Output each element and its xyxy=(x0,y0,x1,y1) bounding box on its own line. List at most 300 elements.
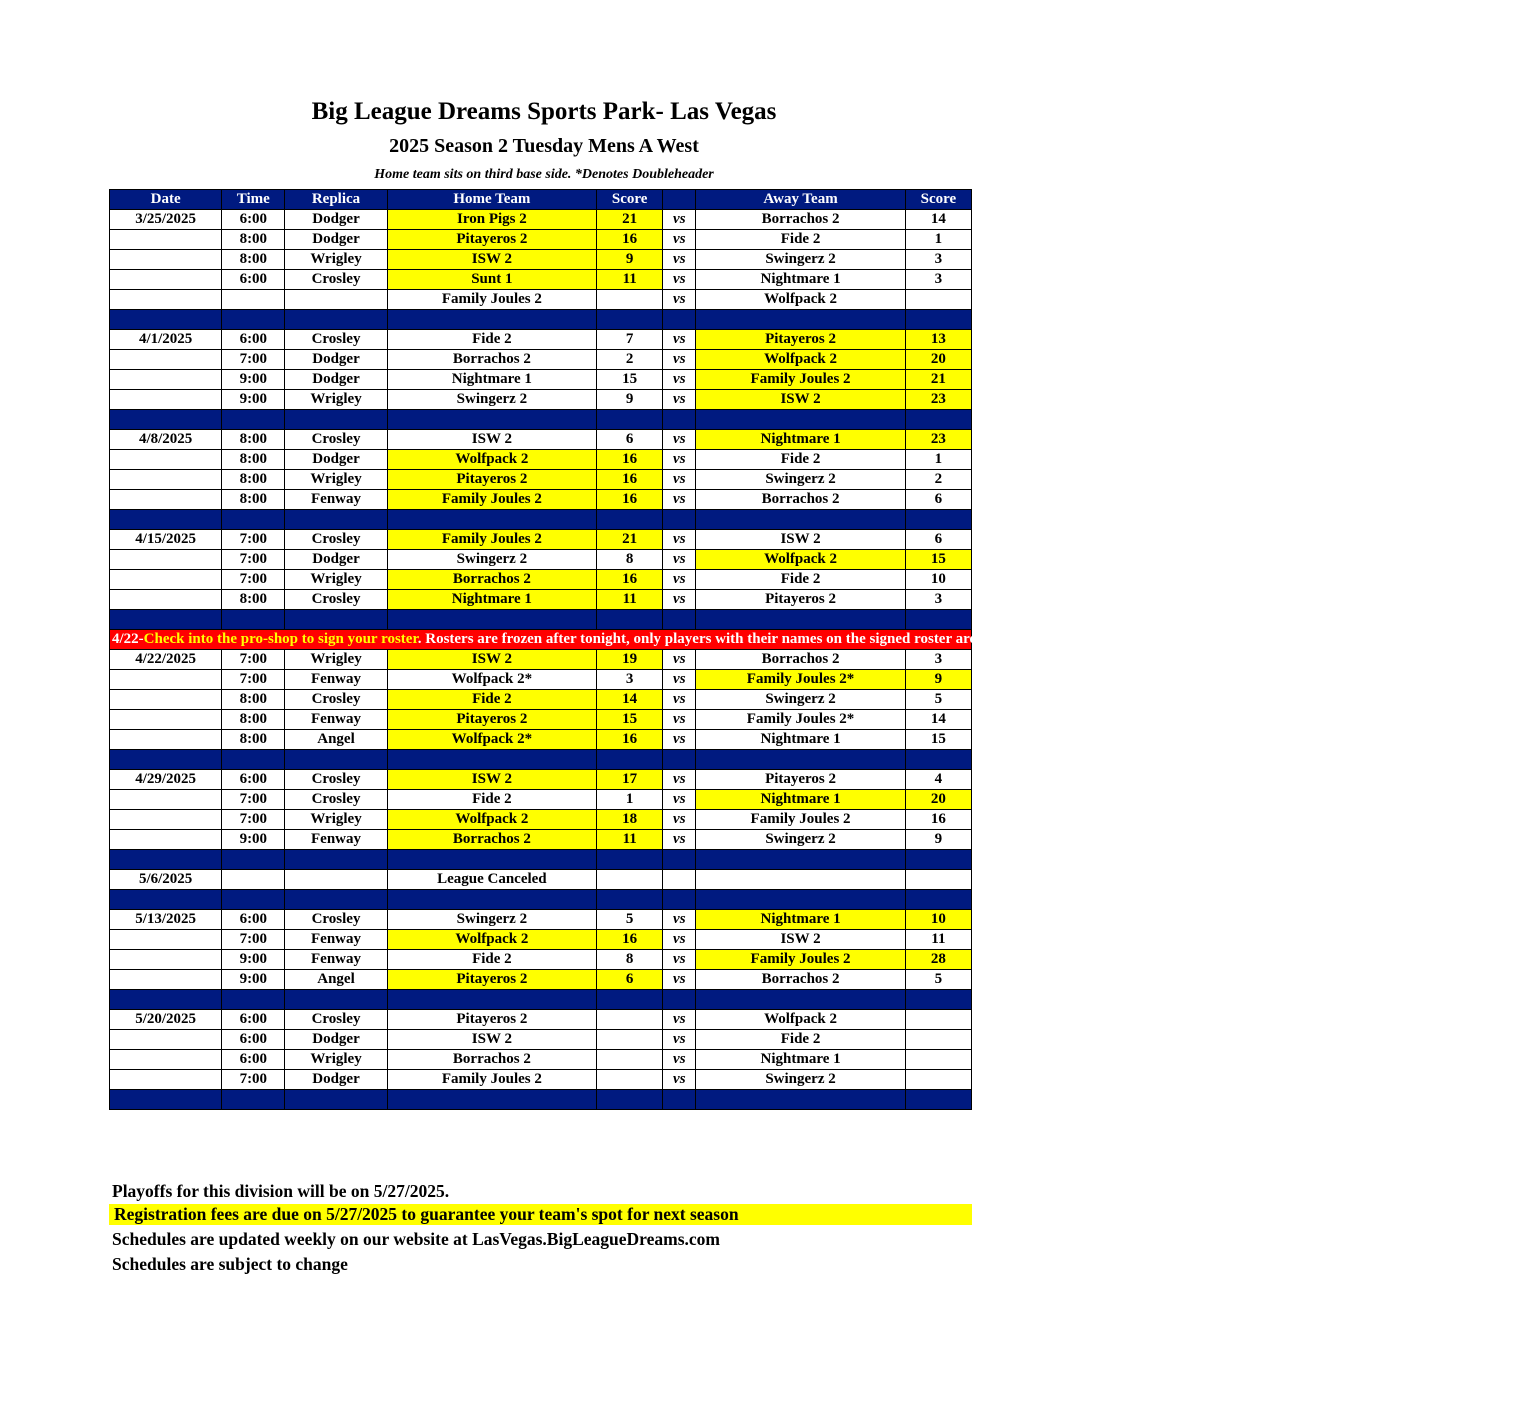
separator-cell xyxy=(663,410,696,430)
game-row xyxy=(110,650,972,670)
away-team-cell: Pitayeros 2 xyxy=(696,770,905,790)
page-title: Big League Dreams Sports Park- Las Vegas xyxy=(311,98,777,125)
col-header-away-team: Away Team xyxy=(696,190,905,210)
vs-cell: vs xyxy=(663,550,696,570)
separator-cell xyxy=(905,410,971,430)
away-team-cell: Fide 2 xyxy=(696,1030,905,1050)
date-cell xyxy=(110,710,222,730)
time-cell: 9:00 xyxy=(222,830,285,850)
time-cell: 8:00 xyxy=(222,710,285,730)
away-team-cell: Family Joules 2* xyxy=(696,670,905,690)
separator-cell xyxy=(110,610,222,630)
notice-text: . Rosters are frozen after tonight, only players with their names on the signed roster are eligible for playoffs. Please check carefully as changes will not be made for omissions. xyxy=(417,631,1524,647)
game-row xyxy=(110,710,972,730)
col-header-home-team: Home Team xyxy=(387,190,596,210)
time-cell: 9:00 xyxy=(222,390,285,410)
home-team-cell: Borrachos 2 xyxy=(387,350,596,370)
home-team-cell: Family Joules 2 xyxy=(387,490,596,510)
replica-cell: Wrigley xyxy=(285,390,387,410)
vs-cell: vs xyxy=(663,210,696,230)
home-team-cell: Wolfpack 2 xyxy=(387,930,596,950)
vs-cell: vs xyxy=(663,730,696,750)
date-cell: 4/1/2025 xyxy=(110,330,222,350)
separator-cell xyxy=(222,510,285,530)
home-score-cell: 16 xyxy=(597,570,663,590)
time-cell: 7:00 xyxy=(222,790,285,810)
date-cell: 4/29/2025 xyxy=(110,770,222,790)
game-row xyxy=(110,1010,972,1030)
away-score-cell: 3 xyxy=(905,250,971,270)
home-team-cell: Pitayeros 2 xyxy=(387,1010,596,1030)
separator-cell xyxy=(696,510,905,530)
home-score-cell: 8 xyxy=(597,550,663,570)
home-score-cell: 21 xyxy=(597,530,663,550)
week-separator xyxy=(110,1090,972,1110)
home-team-cell: ISW 2 xyxy=(387,430,596,450)
separator-cell xyxy=(696,850,905,870)
away-score-cell: 11 xyxy=(905,930,971,950)
time-cell: 9:00 xyxy=(222,970,285,990)
separator-cell xyxy=(222,410,285,430)
game-row xyxy=(110,1050,972,1070)
time-cell: 7:00 xyxy=(222,550,285,570)
away-score-cell: 4 xyxy=(905,770,971,790)
game-row xyxy=(110,870,972,890)
away-score-cell: 10 xyxy=(905,570,971,590)
vs-cell: vs xyxy=(663,810,696,830)
replica-cell xyxy=(285,870,387,890)
replica-cell: Fenway xyxy=(285,930,387,950)
home-score-cell: 16 xyxy=(597,490,663,510)
separator-cell xyxy=(663,1090,696,1110)
date-cell xyxy=(110,290,222,310)
home-team-cell: Wolfpack 2* xyxy=(387,670,596,690)
separator-cell xyxy=(285,1090,387,1110)
vs-cell: vs xyxy=(663,370,696,390)
vs-cell: vs xyxy=(663,1030,696,1050)
home-score-cell xyxy=(597,1030,663,1050)
home-team-cell: ISW 2 xyxy=(387,1030,596,1050)
date-cell xyxy=(110,1050,222,1070)
vs-cell: vs xyxy=(663,910,696,930)
time-cell: 8:00 xyxy=(222,450,285,470)
roster-notice-row xyxy=(110,630,972,650)
time-cell: 8:00 xyxy=(222,230,285,250)
vs-cell: vs xyxy=(663,390,696,410)
home-score-cell xyxy=(597,1070,663,1090)
week-separator xyxy=(110,410,972,430)
replica-cell: Dodger xyxy=(285,230,387,250)
away-score-cell: 28 xyxy=(905,950,971,970)
separator-cell xyxy=(597,850,663,870)
away-score-cell: 5 xyxy=(905,970,971,990)
away-team-cell: Swingerz 2 xyxy=(696,470,905,490)
game-row xyxy=(110,770,972,790)
replica-cell: Fenway xyxy=(285,670,387,690)
date-cell xyxy=(110,1070,222,1090)
replica-cell: Dodger xyxy=(285,370,387,390)
home-score-cell: 11 xyxy=(597,270,663,290)
game-row xyxy=(110,470,972,490)
vs-cell: vs xyxy=(663,450,696,470)
game-row xyxy=(110,210,972,230)
home-team-cell: Pitayeros 2 xyxy=(387,470,596,490)
replica-cell: Crosley xyxy=(285,270,387,290)
home-team-cell: Fide 2 xyxy=(387,690,596,710)
replica-cell: Fenway xyxy=(285,950,387,970)
week-separator xyxy=(110,990,972,1010)
away-score-cell: 2 xyxy=(905,470,971,490)
time-cell: 8:00 xyxy=(222,490,285,510)
separator-cell xyxy=(905,890,971,910)
date-cell: 5/6/2025 xyxy=(110,870,222,890)
week-separator xyxy=(110,510,972,530)
replica-cell: Fenway xyxy=(285,710,387,730)
separator-cell xyxy=(663,310,696,330)
separator-cell xyxy=(597,890,663,910)
away-team-cell: Nightmare 1 xyxy=(696,430,905,450)
separator-cell xyxy=(222,1090,285,1110)
vs-cell: vs xyxy=(663,250,696,270)
replica-cell: Dodger xyxy=(285,1070,387,1090)
replica-cell: Crosley xyxy=(285,790,387,810)
replica-cell: Crosley xyxy=(285,330,387,350)
home-team-cell: Wolfpack 2 xyxy=(387,450,596,470)
home-score-cell: 16 xyxy=(597,230,663,250)
away-team-cell: Wolfpack 2 xyxy=(696,550,905,570)
date-cell xyxy=(110,730,222,750)
time-cell: 6:00 xyxy=(222,210,285,230)
vs-cell: vs xyxy=(663,1070,696,1090)
separator-cell xyxy=(285,850,387,870)
vs-cell: vs xyxy=(663,770,696,790)
game-row xyxy=(110,270,972,290)
vs-cell: vs xyxy=(663,590,696,610)
col-header-away-score: Score xyxy=(905,190,971,210)
home-team-cell: Fide 2 xyxy=(387,790,596,810)
game-row xyxy=(110,830,972,850)
col-header-replica: Replica xyxy=(285,190,387,210)
separator-cell xyxy=(597,1090,663,1110)
game-row xyxy=(110,1030,972,1050)
away-team-cell: Family Joules 2* xyxy=(696,710,905,730)
date-cell xyxy=(110,930,222,950)
replica-cell: Crosley xyxy=(285,590,387,610)
game-row xyxy=(110,390,972,410)
away-team-cell: Family Joules 2 xyxy=(696,810,905,830)
away-score-cell: 6 xyxy=(905,530,971,550)
away-score-cell xyxy=(905,1050,971,1070)
home-score-cell xyxy=(597,870,663,890)
separator-cell xyxy=(387,890,596,910)
home-team-cell: Swingerz 2 xyxy=(387,910,596,930)
separator-cell xyxy=(110,750,222,770)
separator-cell xyxy=(387,850,596,870)
date-cell xyxy=(110,370,222,390)
vs-cell: vs xyxy=(663,1050,696,1070)
date-cell: 5/13/2025 xyxy=(110,910,222,930)
away-score-cell: 16 xyxy=(905,810,971,830)
replica-cell: Wrigley xyxy=(285,810,387,830)
separator-cell xyxy=(663,610,696,630)
time-cell: 6:00 xyxy=(222,1030,285,1050)
separator-cell xyxy=(285,310,387,330)
date-cell xyxy=(110,470,222,490)
away-team-cell: Borrachos 2 xyxy=(696,210,905,230)
home-score-cell: 11 xyxy=(597,590,663,610)
separator-cell xyxy=(285,610,387,630)
replica-cell: Dodger xyxy=(285,210,387,230)
separator-cell xyxy=(663,510,696,530)
vs-cell: vs xyxy=(663,1010,696,1030)
separator-cell xyxy=(387,410,596,430)
date-cell xyxy=(110,590,222,610)
separator-cell xyxy=(696,610,905,630)
week-separator xyxy=(110,610,972,630)
date-cell xyxy=(110,970,222,990)
home-score-cell: 14 xyxy=(597,690,663,710)
time-cell: 6:00 xyxy=(222,270,285,290)
separator-cell xyxy=(222,890,285,910)
vs-cell: vs xyxy=(663,950,696,970)
vs-cell: vs xyxy=(663,930,696,950)
away-score-cell: 9 xyxy=(905,830,971,850)
header-note: Home team sits on third base side. *Denotes Doubleheader xyxy=(374,167,714,182)
game-row xyxy=(110,330,972,350)
home-team-cell: Borrachos 2 xyxy=(387,830,596,850)
time-cell: 6:00 xyxy=(222,330,285,350)
game-row xyxy=(110,670,972,690)
home-score-cell: 21 xyxy=(597,210,663,230)
time-cell: 9:00 xyxy=(222,950,285,970)
separator-cell xyxy=(387,1090,596,1110)
separator-cell xyxy=(285,410,387,430)
vs-cell: vs xyxy=(663,290,696,310)
away-team-cell: Borrachos 2 xyxy=(696,650,905,670)
date-cell xyxy=(110,550,222,570)
home-score-cell xyxy=(597,1050,663,1070)
col-header-vs xyxy=(663,190,696,210)
replica-cell: Angel xyxy=(285,970,387,990)
replica-cell: Crosley xyxy=(285,1010,387,1030)
separator-cell xyxy=(905,510,971,530)
away-score-cell: 14 xyxy=(905,210,971,230)
away-score-cell: 23 xyxy=(905,390,971,410)
home-score-cell: 18 xyxy=(597,810,663,830)
separator-cell xyxy=(905,310,971,330)
away-team-cell xyxy=(696,870,905,890)
separator-cell xyxy=(285,990,387,1010)
time-cell: 8:00 xyxy=(222,690,285,710)
vs-cell: vs xyxy=(663,490,696,510)
game-row xyxy=(110,910,972,930)
col-header-date: Date xyxy=(110,190,222,210)
separator-cell xyxy=(285,750,387,770)
game-row xyxy=(110,250,972,270)
separator-cell xyxy=(696,410,905,430)
away-team-cell: Fide 2 xyxy=(696,570,905,590)
separator-cell xyxy=(597,510,663,530)
home-team-cell: Swingerz 2 xyxy=(387,390,596,410)
replica-cell: Fenway xyxy=(285,490,387,510)
vs-cell xyxy=(663,870,696,890)
date-cell xyxy=(110,790,222,810)
separator-cell xyxy=(110,990,222,1010)
vs-cell: vs xyxy=(663,970,696,990)
date-cell xyxy=(110,250,222,270)
replica-cell: Dodger xyxy=(285,450,387,470)
game-row xyxy=(110,1070,972,1090)
separator-cell xyxy=(663,990,696,1010)
home-team-cell: ISW 2 xyxy=(387,250,596,270)
away-team-cell: Family Joules 2 xyxy=(696,950,905,970)
home-score-cell: 8 xyxy=(597,950,663,970)
home-team-cell: Fide 2 xyxy=(387,330,596,350)
separator-cell xyxy=(597,410,663,430)
replica-cell: Wrigley xyxy=(285,250,387,270)
home-team-cell: Swingerz 2 xyxy=(387,550,596,570)
away-score-cell: 13 xyxy=(905,330,971,350)
away-team-cell: Nightmare 1 xyxy=(696,730,905,750)
game-row xyxy=(110,490,972,510)
game-row xyxy=(110,690,972,710)
home-score-cell: 9 xyxy=(597,250,663,270)
page-subtitle: 2025 Season 2 Tuesday Mens A West xyxy=(389,135,699,157)
separator-cell xyxy=(110,1090,222,1110)
home-team-cell: Pitayeros 2 xyxy=(387,970,596,990)
replica-cell xyxy=(285,290,387,310)
date-cell: 4/22/2025 xyxy=(110,650,222,670)
date-cell xyxy=(110,830,222,850)
away-score-cell xyxy=(905,1030,971,1050)
away-score-cell: 3 xyxy=(905,270,971,290)
time-cell: 6:00 xyxy=(222,910,285,930)
away-team-cell: Swingerz 2 xyxy=(696,250,905,270)
separator-cell xyxy=(905,610,971,630)
home-team-cell: Iron Pigs 2 xyxy=(387,210,596,230)
home-score-cell: 6 xyxy=(597,430,663,450)
replica-cell: Wrigley xyxy=(285,1050,387,1070)
separator-cell xyxy=(222,610,285,630)
time-cell: 7:00 xyxy=(222,810,285,830)
time-cell: 7:00 xyxy=(222,350,285,370)
home-score-cell: 3 xyxy=(597,670,663,690)
away-team-cell: Pitayeros 2 xyxy=(696,330,905,350)
separator-cell xyxy=(597,990,663,1010)
date-cell xyxy=(110,570,222,590)
week-separator xyxy=(110,890,972,910)
separator-cell xyxy=(222,310,285,330)
time-cell: 6:00 xyxy=(222,770,285,790)
away-team-cell: Borrachos 2 xyxy=(696,970,905,990)
date-cell: 4/8/2025 xyxy=(110,430,222,450)
game-row xyxy=(110,810,972,830)
away-team-cell: ISW 2 xyxy=(696,530,905,550)
away-team-cell: Pitayeros 2 xyxy=(696,590,905,610)
game-row xyxy=(110,230,972,250)
game-row xyxy=(110,790,972,810)
home-team-cell: Sunt 1 xyxy=(387,270,596,290)
time-cell: 7:00 xyxy=(222,670,285,690)
time-cell: 8:00 xyxy=(222,730,285,750)
separator-cell xyxy=(387,310,596,330)
away-score-cell: 6 xyxy=(905,490,971,510)
vs-cell: vs xyxy=(663,650,696,670)
away-team-cell: Family Joules 2 xyxy=(696,370,905,390)
home-team-cell: Nightmare 1 xyxy=(387,370,596,390)
vs-cell: vs xyxy=(663,790,696,810)
subject-note: Schedules are subject to change xyxy=(112,1254,348,1274)
date-cell xyxy=(110,670,222,690)
separator-cell xyxy=(110,510,222,530)
game-row xyxy=(110,290,972,310)
game-row xyxy=(110,550,972,570)
replica-cell: Wrigley xyxy=(285,470,387,490)
game-row xyxy=(110,430,972,450)
date-cell xyxy=(110,690,222,710)
away-score-cell: 15 xyxy=(905,730,971,750)
game-row xyxy=(110,590,972,610)
notice-highlight: Check into the pro-shop to sign your roster xyxy=(143,631,418,647)
schedule-body xyxy=(110,210,1524,1110)
date-cell xyxy=(110,230,222,250)
date-cell xyxy=(110,350,222,370)
home-team-cell: Nightmare 1 xyxy=(387,590,596,610)
date-cell xyxy=(110,270,222,290)
away-score-cell: 15 xyxy=(905,550,971,570)
separator-cell xyxy=(905,850,971,870)
away-team-cell: Fide 2 xyxy=(696,230,905,250)
date-cell: 3/25/2025 xyxy=(110,210,222,230)
home-score-cell: 16 xyxy=(597,470,663,490)
separator-cell xyxy=(387,990,596,1010)
time-cell: 7:00 xyxy=(222,1070,285,1090)
time-cell: 8:00 xyxy=(222,430,285,450)
away-team-cell: Swingerz 2 xyxy=(696,1070,905,1090)
home-score-cell: 2 xyxy=(597,350,663,370)
replica-cell: Fenway xyxy=(285,830,387,850)
table-header-row xyxy=(110,190,972,210)
time-cell: 7:00 xyxy=(222,570,285,590)
away-team-cell: Nightmare 1 xyxy=(696,910,905,930)
home-score-cell: 16 xyxy=(597,730,663,750)
separator-cell xyxy=(696,1090,905,1110)
separator-cell xyxy=(222,990,285,1010)
game-row xyxy=(110,370,972,390)
away-score-cell: 14 xyxy=(905,710,971,730)
separator-cell xyxy=(222,750,285,770)
game-row xyxy=(110,450,972,470)
vs-cell: vs xyxy=(663,470,696,490)
time-cell xyxy=(222,870,285,890)
home-score-cell: 16 xyxy=(597,930,663,950)
away-team-cell: Nightmare 1 xyxy=(696,1050,905,1070)
time-cell: 6:00 xyxy=(222,1010,285,1030)
date-cell: 5/20/2025 xyxy=(110,1010,222,1030)
replica-cell: Wrigley xyxy=(285,650,387,670)
away-team-cell: ISW 2 xyxy=(696,390,905,410)
roster-notice xyxy=(110,630,1524,650)
away-score-cell: 3 xyxy=(905,650,971,670)
home-team-cell: ISW 2 xyxy=(387,770,596,790)
separator-cell xyxy=(597,310,663,330)
game-row xyxy=(110,950,972,970)
home-team-cell: Borrachos 2 xyxy=(387,1050,596,1070)
time-cell: 7:00 xyxy=(222,650,285,670)
vs-cell: vs xyxy=(663,670,696,690)
away-score-cell: 20 xyxy=(905,350,971,370)
away-team-cell: Fide 2 xyxy=(696,450,905,470)
